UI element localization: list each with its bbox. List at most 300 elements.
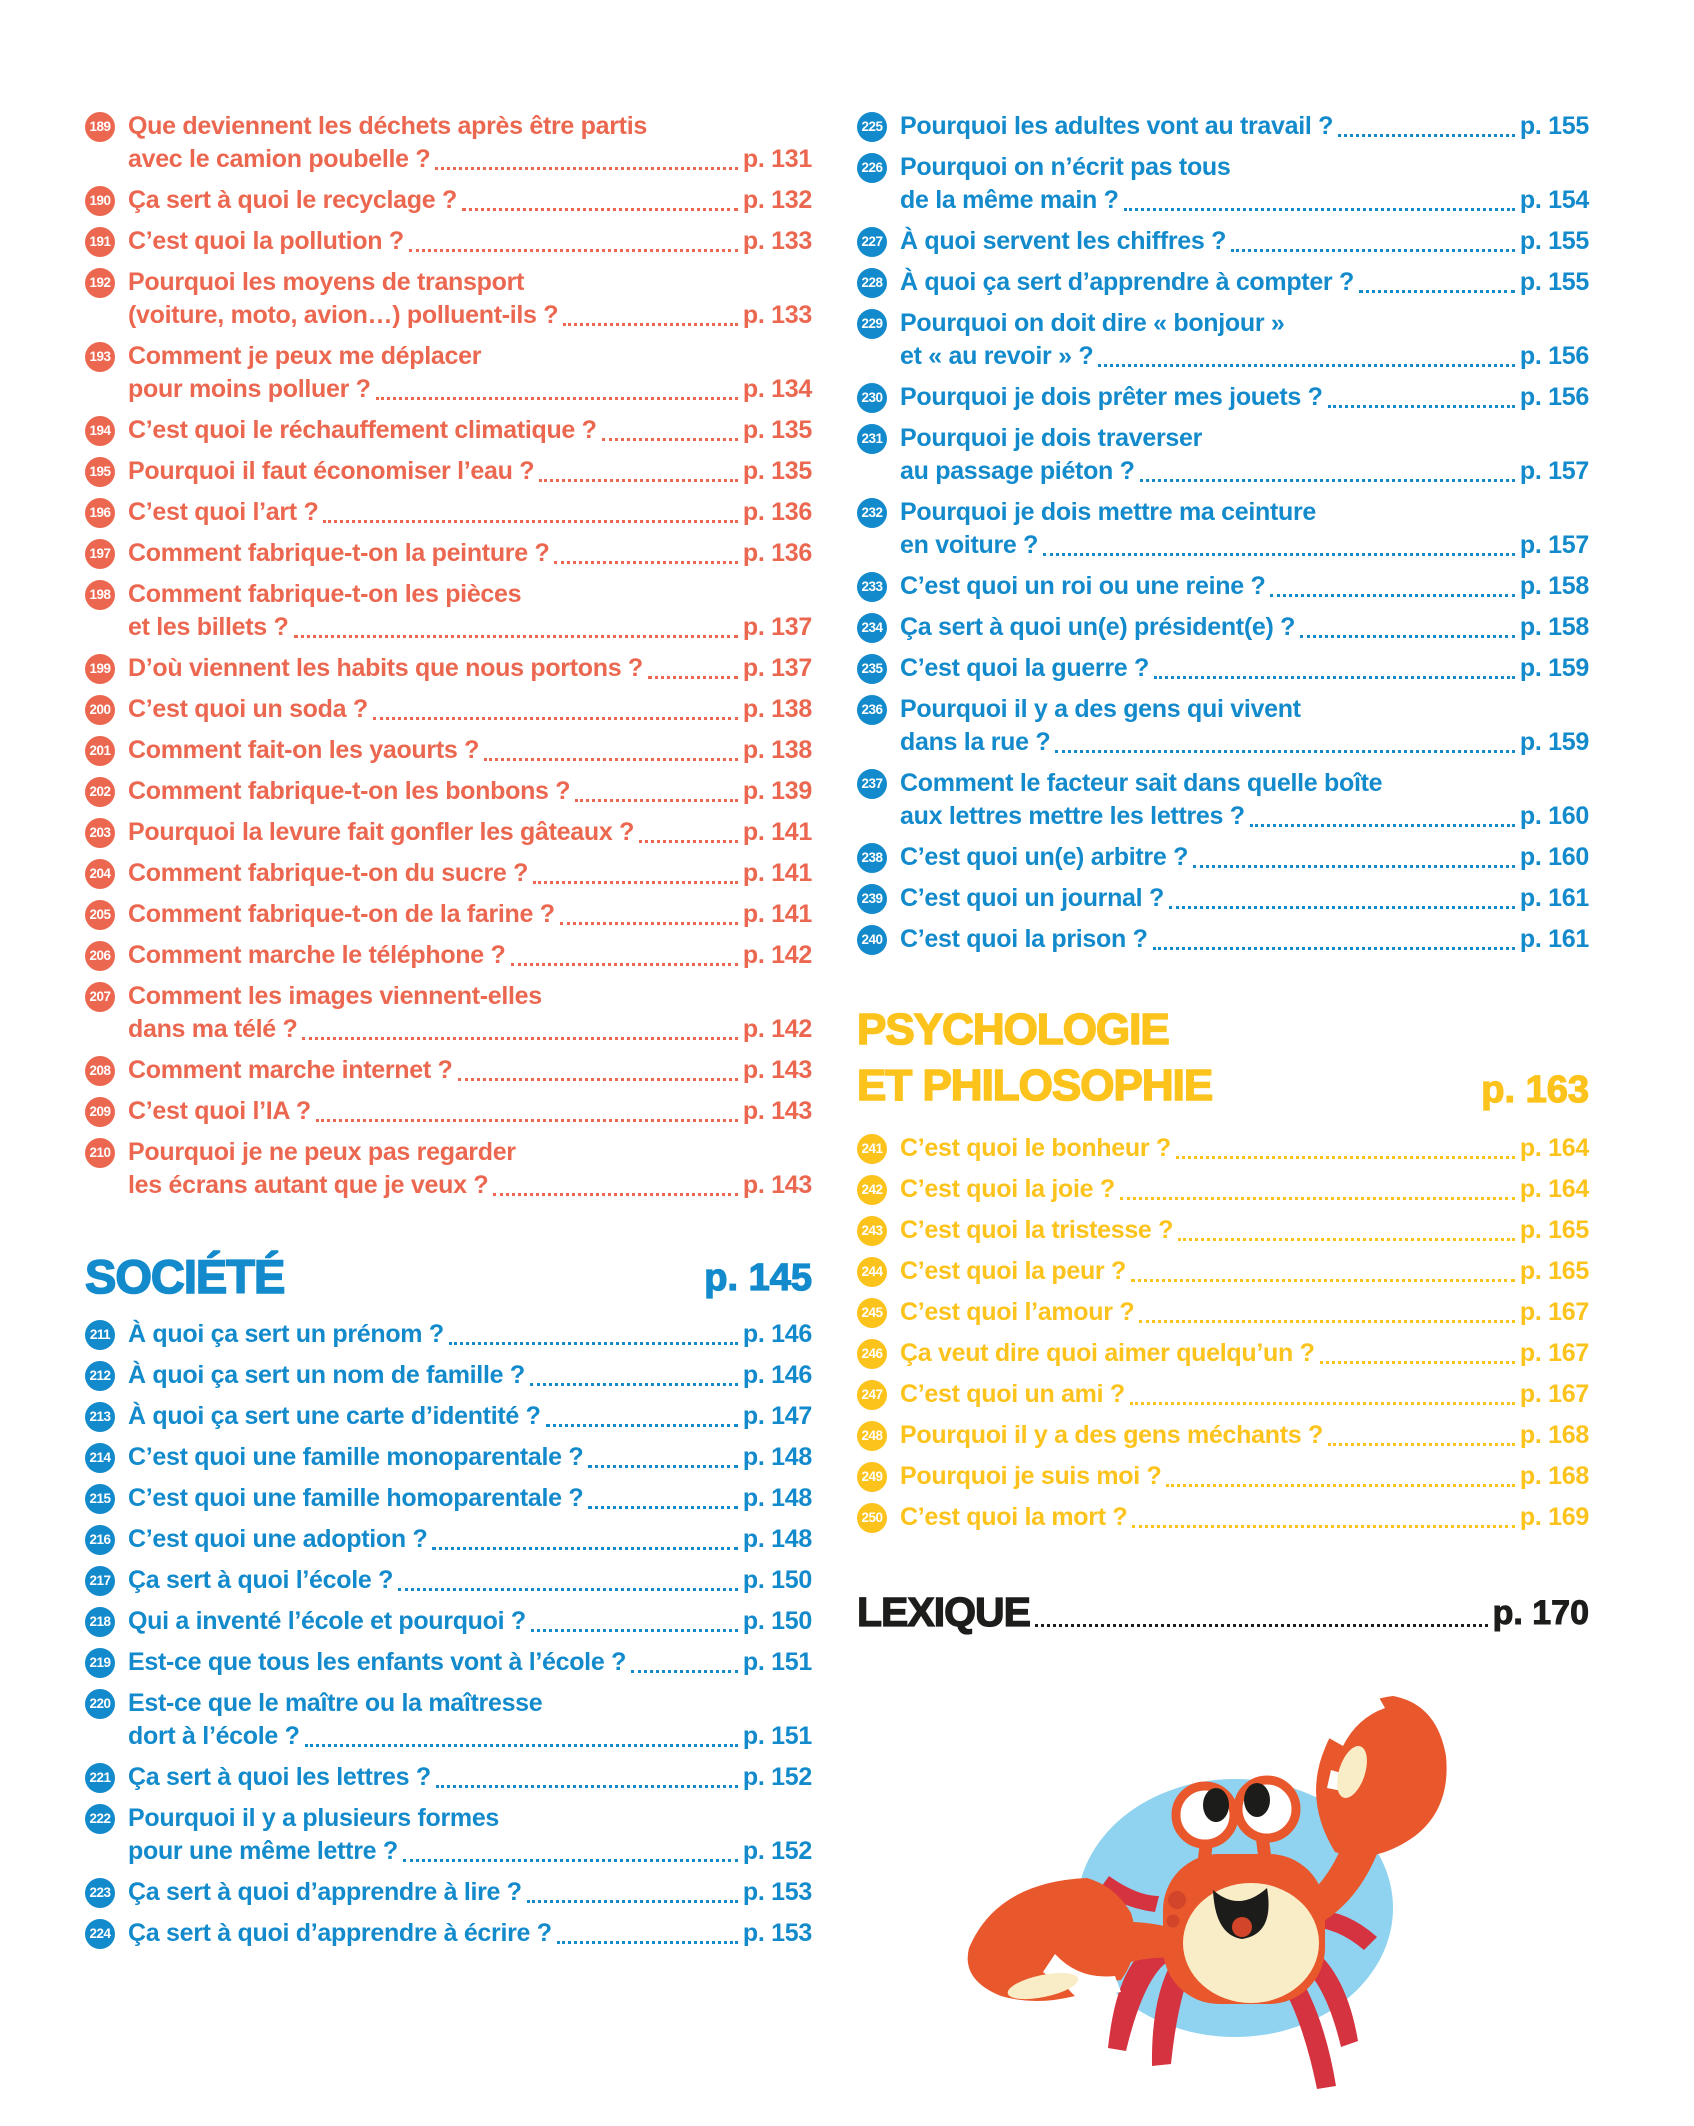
toc-item xyxy=(85,1136,812,1202)
dotted-leader xyxy=(1093,340,1520,373)
item-line xyxy=(900,381,1589,414)
page-ref: p. 169 xyxy=(1519,1503,1589,1531)
dotted-leader xyxy=(552,1917,743,1950)
item-text: C’est quoi l’art ? xyxy=(128,498,319,526)
page-ref: p. 167 xyxy=(1519,1298,1589,1326)
item-text: de la même main ? xyxy=(900,186,1119,214)
page-ref: p. 147 xyxy=(742,1402,812,1430)
item-number-badge: 215 xyxy=(85,1484,115,1514)
toc-item xyxy=(85,1400,812,1433)
dotted-leader xyxy=(1135,455,1520,488)
item-line xyxy=(128,1646,812,1679)
page-ref: p. 168 xyxy=(1519,1462,1589,1490)
item-number-badge: 202 xyxy=(85,777,115,807)
item-content xyxy=(900,151,1589,217)
page-ref: p. 142 xyxy=(742,941,812,969)
item-content xyxy=(900,767,1589,833)
item-line xyxy=(128,1441,812,1474)
item-line: Comment le facteur sait dans quelle boîte xyxy=(900,769,1383,797)
dotted-leader xyxy=(1245,800,1520,833)
item-number-badge: 214 xyxy=(85,1443,115,1473)
item-line xyxy=(128,1095,812,1128)
dotted-leader xyxy=(479,734,743,767)
item-text: Comment fabrique-t-on du sucre ? xyxy=(128,859,529,887)
toc-item xyxy=(85,775,812,808)
item-content xyxy=(128,693,812,726)
toc-item xyxy=(85,1646,812,1679)
page-ref: p. 157 xyxy=(1519,531,1589,559)
item-content xyxy=(900,496,1589,562)
item-number-badge: 225 xyxy=(857,112,887,142)
page-ref: p. 153 xyxy=(742,1878,812,1906)
dotted-leader xyxy=(1173,1214,1520,1247)
page-ref: p. 133 xyxy=(742,301,812,329)
item-line xyxy=(128,1054,812,1087)
dotted-leader xyxy=(634,816,743,849)
item-text: en voiture ? xyxy=(900,531,1039,559)
item-text: D’où viennent les habits que nous portons ? xyxy=(128,654,643,682)
page-ref: p. 134 xyxy=(742,375,812,403)
item-line xyxy=(128,1761,812,1794)
page-ref: p. 150 xyxy=(742,1566,812,1594)
page-ref: p. 138 xyxy=(742,695,812,723)
page-ref: p. 165 xyxy=(1519,1216,1589,1244)
item-content xyxy=(128,1136,812,1202)
item-text: C’est quoi la prison ? xyxy=(900,925,1148,953)
page-ref: p. 143 xyxy=(742,1097,812,1125)
item-number-badge: 239 xyxy=(857,884,887,914)
page-ref: p. 136 xyxy=(742,539,812,567)
page-ref: p. 155 xyxy=(1519,227,1589,255)
item-line xyxy=(128,898,812,931)
section-page: p. 163 xyxy=(1481,1069,1589,1111)
item-line xyxy=(900,652,1589,685)
item-text: C’est quoi la joie ? xyxy=(900,1175,1115,1203)
item-line xyxy=(900,726,1589,759)
crab-claw-right xyxy=(1316,1694,1447,1856)
toc-item xyxy=(857,1296,1589,1329)
dotted-leader xyxy=(431,1761,743,1794)
item-line: Comment fabrique-t-on les pièces xyxy=(128,580,522,608)
item-line: Pourquoi je dois traverser xyxy=(900,424,1203,452)
item-text: pour moins polluer ? xyxy=(128,375,371,403)
dotted-leader xyxy=(1295,611,1520,644)
dotted-leader xyxy=(1050,726,1520,759)
toc-item xyxy=(857,110,1589,143)
page-ref: p. 137 xyxy=(742,654,812,682)
dotted-leader xyxy=(1134,1296,1520,1329)
item-line xyxy=(128,1400,812,1433)
item-text: À quoi ça sert une carte d’identité ? xyxy=(128,1402,541,1430)
item-number-badge: 232 xyxy=(857,498,887,528)
page-ref: p. 164 xyxy=(1519,1175,1589,1203)
item-content xyxy=(128,775,812,808)
item-line: Pourquoi il y a plusieurs formes xyxy=(128,1804,500,1832)
page-ref: p. 146 xyxy=(742,1320,812,1348)
item-text: Pourquoi je suis moi ? xyxy=(900,1462,1162,1490)
dotted-leader xyxy=(318,496,742,529)
page-ref: p. 159 xyxy=(1519,728,1589,756)
item-number-badge: 193 xyxy=(85,342,115,372)
item-line xyxy=(128,1564,812,1597)
item-number-badge: 201 xyxy=(85,736,115,766)
toc-item xyxy=(857,307,1589,373)
page-ref: p. 141 xyxy=(742,900,812,928)
item-content xyxy=(128,939,812,972)
toc-item xyxy=(85,1564,812,1597)
toc-item xyxy=(85,980,812,1046)
item-content xyxy=(900,1460,1589,1493)
page-ref: p. 160 xyxy=(1519,843,1589,871)
dotted-leader xyxy=(626,1646,743,1679)
item-text: Comment fabrique-t-on les bonbons ? xyxy=(128,777,571,805)
dotted-leader xyxy=(1226,225,1520,258)
item-content xyxy=(128,1687,812,1753)
page-ref: p. 139 xyxy=(742,777,812,805)
item-number-badge: 236 xyxy=(857,695,887,725)
item-number-badge: 211 xyxy=(85,1320,115,1350)
dotted-leader xyxy=(570,775,743,808)
toc-item xyxy=(857,422,1589,488)
item-text: Ça sert à quoi les lettres ? xyxy=(128,1763,431,1791)
item-text: dort à l’école ? xyxy=(128,1722,300,1750)
item-line xyxy=(900,1132,1589,1165)
dotted-leader xyxy=(1265,570,1520,603)
item-text: C’est quoi l’IA ? xyxy=(128,1097,311,1125)
item-number-badge: 230 xyxy=(857,383,887,413)
section-title-line1: PSYCHOLOGIE xyxy=(857,1005,1169,1054)
item-content xyxy=(128,1761,812,1794)
item-content xyxy=(128,1054,812,1087)
dotted-leader xyxy=(300,1720,743,1753)
item-content xyxy=(128,340,812,406)
item-line xyxy=(900,184,1589,217)
dotted-leader xyxy=(1149,652,1520,685)
item-text: C’est quoi la peur ? xyxy=(900,1257,1126,1285)
item-line xyxy=(900,110,1589,143)
item-text: dans la rue ? xyxy=(900,728,1051,756)
toc-item xyxy=(857,841,1589,874)
toc-item xyxy=(857,882,1589,915)
page-ref: p. 133 xyxy=(742,227,812,255)
crab-pupil xyxy=(1203,1788,1229,1822)
item-line: Pourquoi je dois mettre ma ceinture xyxy=(900,498,1316,526)
page-ref: p. 136 xyxy=(742,498,812,526)
toc-item xyxy=(85,857,812,890)
item-line xyxy=(900,1255,1589,1288)
page-ref: p. 150 xyxy=(742,1607,812,1635)
toc-item xyxy=(85,1802,812,1868)
toc-item xyxy=(857,1378,1589,1411)
item-line xyxy=(128,939,812,972)
item-number-badge: 243 xyxy=(857,1216,887,1246)
item-content xyxy=(128,496,812,529)
item-content xyxy=(128,1802,812,1868)
item-number-badge: 228 xyxy=(857,268,887,298)
page-ref: p. 167 xyxy=(1519,1380,1589,1408)
item-content xyxy=(128,414,812,447)
item-text: dans ma télé ? xyxy=(128,1015,298,1043)
item-line xyxy=(900,800,1589,833)
dotted-leader xyxy=(289,611,743,644)
item-number-badge: 223 xyxy=(85,1878,115,1908)
item-line: Pourquoi on doit dire « bonjour » xyxy=(900,309,1285,337)
dotted-leader xyxy=(488,1169,743,1202)
dotted-leader xyxy=(311,1095,743,1128)
item-line: Pourquoi il y a des gens qui vivent xyxy=(900,695,1301,723)
item-number-badge: 234 xyxy=(857,613,887,643)
item-text: À quoi ça sert un prénom ? xyxy=(128,1320,444,1348)
section-title: SOCIÉTÉ xyxy=(85,1250,285,1303)
item-content xyxy=(900,307,1589,373)
item-content xyxy=(128,266,812,332)
item-line xyxy=(128,1359,812,1392)
item-text: C’est quoi la pollution ? xyxy=(128,227,404,255)
item-text: Comment fabrique-t-on de la farine ? xyxy=(128,900,555,928)
toc-item xyxy=(85,1761,812,1794)
item-content xyxy=(128,537,812,570)
item-line xyxy=(128,299,812,332)
toc-item xyxy=(85,652,812,685)
toc-item xyxy=(85,184,812,217)
item-text: À quoi ça sert d’apprendre à compter ? xyxy=(900,268,1354,296)
item-content xyxy=(128,225,812,258)
item-content xyxy=(900,1255,1589,1288)
item-number-badge: 224 xyxy=(85,1919,115,1949)
item-content xyxy=(128,980,812,1046)
item-line xyxy=(128,1605,812,1638)
item-content xyxy=(128,1564,812,1597)
page-ref: p. 160 xyxy=(1519,802,1589,830)
item-line xyxy=(900,1214,1589,1247)
item-number-badge: 217 xyxy=(85,1566,115,1596)
item-line xyxy=(128,143,812,176)
dotted-leader xyxy=(522,1876,743,1909)
item-content xyxy=(128,1917,812,1950)
dotted-leader xyxy=(398,1835,743,1868)
item-text: À quoi ça sert un nom de famille ? xyxy=(128,1361,525,1389)
toc-item xyxy=(85,1318,812,1351)
item-content xyxy=(128,1646,812,1679)
page-ref: p. 148 xyxy=(742,1525,812,1553)
item-text: C’est quoi une adoption ? xyxy=(128,1525,428,1553)
page-ref: p. 161 xyxy=(1519,925,1589,953)
item-content xyxy=(900,1419,1589,1452)
toc-item xyxy=(85,693,812,726)
item-number-badge: 235 xyxy=(857,654,887,684)
page-ref: p. 151 xyxy=(742,1648,812,1676)
item-text: (voiture, moto, avion…) polluent-ils ? xyxy=(128,301,559,329)
page-ref: p. 153 xyxy=(742,1919,812,1947)
item-content xyxy=(128,1400,812,1433)
toc-left-column xyxy=(85,110,812,1958)
item-number-badge: 213 xyxy=(85,1402,115,1432)
toc-item xyxy=(857,1214,1589,1247)
dotted-leader xyxy=(558,299,743,332)
dotted-leader xyxy=(541,1400,743,1433)
item-line xyxy=(128,225,812,258)
item-content xyxy=(900,381,1589,414)
item-number-badge: 240 xyxy=(857,925,887,955)
toc-item xyxy=(85,816,812,849)
item-line xyxy=(128,1169,812,1202)
item-content xyxy=(128,578,812,644)
crab-cheek-spot xyxy=(1168,1891,1186,1909)
dotted-leader xyxy=(457,184,743,217)
item-number-badge: 191 xyxy=(85,227,115,257)
dotted-leader xyxy=(528,857,743,890)
item-number-badge: 212 xyxy=(85,1361,115,1391)
toc-item xyxy=(85,1605,812,1638)
dotted-leader xyxy=(1126,1255,1520,1288)
dotted-leader xyxy=(1038,529,1520,562)
toc-right-column xyxy=(857,110,1589,1636)
crab-tongue xyxy=(1232,1917,1252,1937)
item-line xyxy=(900,1173,1589,1206)
toc-item xyxy=(857,1501,1589,1534)
page-ref: p. 148 xyxy=(742,1484,812,1512)
item-line xyxy=(128,1013,812,1046)
item-line xyxy=(128,455,812,488)
item-content xyxy=(128,898,812,931)
dotted-leader xyxy=(1161,1460,1519,1493)
dotted-leader xyxy=(1148,923,1520,956)
item-number-badge: 204 xyxy=(85,859,115,889)
item-text: Qui a inventé l’école et pourquoi ? xyxy=(128,1607,526,1635)
lexique-title: LEXIQUE xyxy=(857,1589,1030,1635)
dotted-leader xyxy=(506,939,743,972)
item-number-badge: 197 xyxy=(85,539,115,569)
item-text: C’est quoi la mort ? xyxy=(900,1503,1128,1531)
item-number-badge: 222 xyxy=(85,1804,115,1834)
item-content xyxy=(900,1501,1589,1534)
toc-item xyxy=(857,151,1589,217)
item-text: C’est quoi la guerre ? xyxy=(900,654,1150,682)
page-ref: p. 155 xyxy=(1519,112,1589,140)
item-text: Ça veut dire quoi aimer quelqu’un ? xyxy=(900,1339,1315,1367)
dotted-leader xyxy=(534,455,743,488)
toc-item xyxy=(857,652,1589,685)
toc-item xyxy=(857,611,1589,644)
page-ref: p. 148 xyxy=(742,1443,812,1471)
item-line xyxy=(128,1523,812,1556)
toc-item xyxy=(85,537,812,570)
item-content xyxy=(128,1523,812,1556)
item-line xyxy=(900,266,1589,299)
page-ref: p. 132 xyxy=(742,186,812,214)
item-text: Ça sert à quoi un(e) président(e) ? xyxy=(900,613,1296,641)
item-content xyxy=(128,1095,812,1128)
toc-item xyxy=(857,225,1589,258)
toc-item xyxy=(857,1255,1589,1288)
item-text: C’est quoi un soda ? xyxy=(128,695,368,723)
toc-item xyxy=(85,939,812,972)
crab-claw-left xyxy=(968,1878,1136,2004)
dotted-leader xyxy=(525,1359,743,1392)
item-text: Ça sert à quoi le recyclage ? xyxy=(128,186,457,214)
page-ref: p. 159 xyxy=(1519,654,1589,682)
item-text: C’est quoi le bonheur ? xyxy=(900,1134,1171,1162)
item-content xyxy=(128,816,812,849)
item-number-badge: 194 xyxy=(85,416,115,446)
dotted-leader xyxy=(1125,1378,1520,1411)
item-number-badge: 229 xyxy=(857,309,887,339)
toc-item xyxy=(857,381,1589,414)
page-ref: p. 161 xyxy=(1519,884,1589,912)
item-line: Comment les images viennent-elles xyxy=(128,982,542,1010)
lexique-row xyxy=(857,1588,1589,1636)
toc-item xyxy=(85,578,812,644)
item-line xyxy=(900,611,1589,644)
page-ref: p. 142 xyxy=(742,1015,812,1043)
item-text: aux lettres mettre les lettres ? xyxy=(900,802,1245,830)
item-line xyxy=(128,1720,812,1753)
toc-item xyxy=(85,266,812,332)
item-number-badge: 233 xyxy=(857,572,887,602)
page-ref: p. 135 xyxy=(742,457,812,485)
item-text: Ça sert à quoi d’apprendre à écrire ? xyxy=(128,1919,552,1947)
item-line xyxy=(900,455,1589,488)
item-content xyxy=(128,1359,812,1392)
item-text: pour une même lettre ? xyxy=(128,1837,398,1865)
item-content xyxy=(128,1441,812,1474)
item-text: au passage piéton ? xyxy=(900,457,1135,485)
dotted-leader xyxy=(453,1054,743,1087)
item-content xyxy=(128,110,812,176)
page-ref: p. 151 xyxy=(742,1722,812,1750)
item-number-badge: 210 xyxy=(85,1138,115,1168)
item-content xyxy=(900,1296,1589,1329)
dotted-leader xyxy=(1333,110,1520,143)
toc-item xyxy=(85,340,812,406)
toc-item xyxy=(857,1132,1589,1165)
item-content xyxy=(900,1173,1589,1206)
item-number-badge: 200 xyxy=(85,695,115,725)
dotted-leader xyxy=(430,143,743,176)
item-line xyxy=(128,816,812,849)
item-number-badge: 198 xyxy=(85,580,115,610)
item-number-badge: 218 xyxy=(85,1607,115,1637)
item-number-badge: 196 xyxy=(85,498,115,528)
toc-item xyxy=(857,767,1589,833)
toc-item xyxy=(85,1359,812,1392)
toc-item xyxy=(857,693,1589,759)
item-text: les écrans autant que je veux ? xyxy=(128,1171,489,1199)
lexique-page: p. 170 xyxy=(1492,1594,1589,1632)
item-line xyxy=(900,1501,1589,1534)
item-content xyxy=(900,570,1589,603)
item-line xyxy=(900,923,1589,956)
item-content xyxy=(128,734,812,767)
item-number-badge: 206 xyxy=(85,941,115,971)
item-line xyxy=(900,841,1589,874)
page-ref: p. 131 xyxy=(742,145,812,173)
dotted-leader xyxy=(368,693,743,726)
crab-pupil xyxy=(1244,1783,1270,1817)
item-number-badge: 238 xyxy=(857,843,887,873)
page-ref: p. 156 xyxy=(1519,342,1589,370)
item-line: Comment je peux me déplacer xyxy=(128,342,482,370)
page-ref: p. 156 xyxy=(1519,383,1589,411)
item-line: Pourquoi je ne peux pas regarder xyxy=(128,1138,516,1166)
dotted-leader xyxy=(583,1441,743,1474)
item-line xyxy=(128,184,812,217)
item-number-badge: 221 xyxy=(85,1763,115,1793)
item-number-badge: 241 xyxy=(857,1134,887,1164)
item-content xyxy=(900,1378,1589,1411)
item-text: À quoi servent les chiffres ? xyxy=(900,227,1227,255)
item-number-badge: 195 xyxy=(85,457,115,487)
